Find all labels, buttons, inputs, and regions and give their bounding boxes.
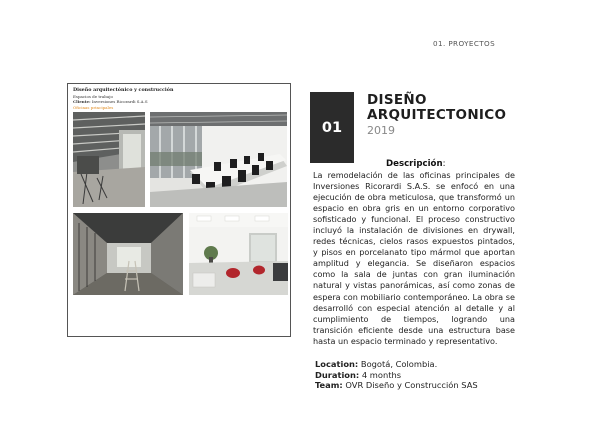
project-photo-sheet <box>67 83 291 337</box>
fact-team <box>315 380 478 391</box>
sheet-header <box>73 88 173 110</box>
photo-boardroom <box>150 112 287 207</box>
fact-team-value: OVR Diseño y Construcción SAS <box>345 380 478 390</box>
fact-location-label: Location: <box>315 359 359 369</box>
description-label: Descripción <box>386 159 443 169</box>
photo-construction-corridor <box>73 213 183 295</box>
fact-duration-value: 4 months <box>361 369 402 380</box>
section-label: 01. PROYECTOS <box>433 39 496 48</box>
project-title <box>367 93 506 123</box>
project-title-line1: DISEÑO <box>367 92 427 108</box>
description-text: La remodelación de las oficinas principales de Inversiones Ricorardi S.A.S. se enfocó en una ejecución de obra meticulosa, que transformó un espacio en obra gris en un entorno corporativo sofisticado y funcional. El proceso constructivo incluyó la instalación de divisiones en drywall, redes técnicas, cielos rasos expuestos pintados, y pisos en porcelanato tipo mármol que aportan amplitud y elegancia. Se diseñaron espacios como la sala de juntas con gran iluminación natural y vistas panorámicas, así como zonas de espera con mobiliario contemporáneo. La obra se desarrolló con especial atención al detalle y al cumplimiento de tiempos, logrando una transición eficiente desde una estructura base hasta un espacio terminado y representativo. <box>313 170 515 346</box>
description-label-colon: : <box>442 159 446 169</box>
project-title-line2: ARQUITECTONICO <box>367 107 507 123</box>
project-number-box: 01 <box>310 92 354 163</box>
fact-duration <box>315 370 478 381</box>
project-year: 2019 <box>367 124 395 137</box>
photo-lounge <box>189 213 288 295</box>
sheet-subtitle: Espacios de trabajo <box>73 93 113 99</box>
fact-location-value: Bogotá, Colombia. <box>360 359 438 369</box>
description-heading <box>386 159 445 169</box>
sheet-client-label: Cliente: <box>73 99 91 105</box>
project-facts <box>315 359 478 391</box>
fact-location <box>315 359 478 370</box>
photo-construction-ceiling <box>73 112 145 207</box>
fact-duration-label: Duration: <box>315 369 360 380</box>
sheet-note: Oficinas principales <box>73 104 114 110</box>
sheet-title: Diseño arquitectónico y construcción <box>73 87 174 93</box>
sheet-client-value: Inversiones Ricorardi S.A.S <box>91 99 148 105</box>
fact-team-label: Team: <box>315 380 343 390</box>
